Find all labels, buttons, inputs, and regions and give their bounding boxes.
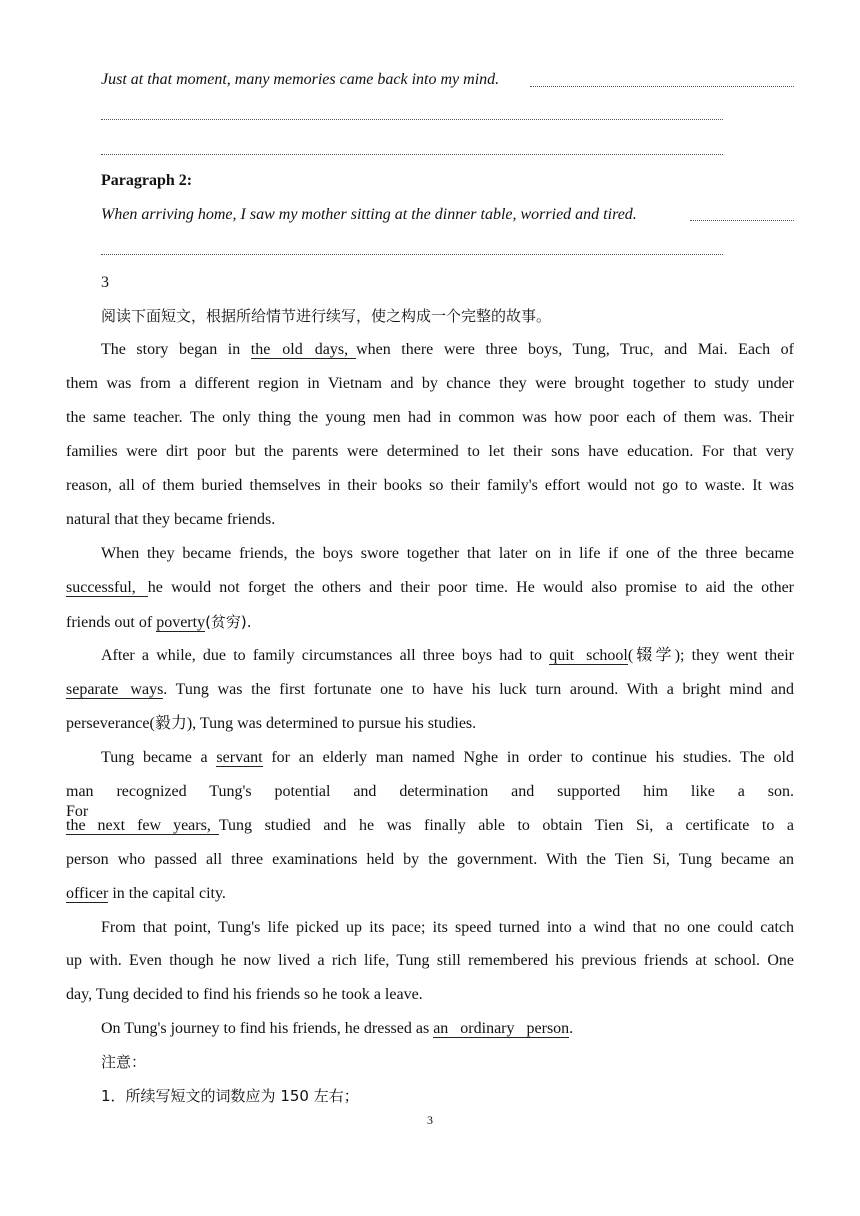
story-line: person who passed all three examinations held by the government. With the Tien Si, Tung became an [66,851,794,868]
story-line: officer in the capital city. [66,885,226,902]
story-line: friends out of poverty(贫穷). [66,613,252,631]
section-number: 3 [101,274,109,291]
underlined-phrase: successful, [66,579,148,596]
underlined-phrase: quit school [549,647,628,664]
page-number: 3 [427,1113,433,1127]
story-line: reason, all of them buried themselves in their books so their family's effort would not go to waste. It was [66,477,794,494]
paragraph-1-prompt: Just at that moment, many memories came back into my mind. [101,71,500,88]
story-line: day, Tung decided to find his friends so he took a leave. [66,986,423,1003]
story-line: man recognized Tung's potential and determination and supported him like a son. For [66,783,794,820]
underlined-phrase: servant [216,749,263,766]
note-item: 1．所续写短文的词数应为 150 左右； [101,1087,359,1105]
paragraph-2-prompt: When arriving home, I saw my mother sitting at the dinner table, worried and tired. [101,206,637,223]
writing-line[interactable] [101,154,723,155]
story-line: After a while, due to family circumstances all three boys had to quit school(辍学); they went their [101,647,794,664]
story-line: successful, he would not forget the others and their poor time. He would also promise to aid the other [66,579,794,596]
story-line: families were dirt poor but the parents were determined to let their sons have education. For that very [66,443,794,460]
underlined-phrase: the next few years, [66,817,219,834]
story-line: Tung became a servant for an elderly man named Nghe in order to continue his studies. The old [101,749,794,766]
story-line: When they became friends, the boys swore together that later on in life if one of the three became [101,545,794,562]
writing-line[interactable] [101,119,723,120]
underlined-phrase: the old days, [250,341,357,358]
story-line: them was from a different region in Vietnam and by chance they were brought together to study under [66,375,794,392]
underlined-phrase: separate ways [66,681,164,698]
writing-line[interactable] [101,254,723,255]
story-line: On Tung's journey to find his friends, he dressed as an ordinary person. [101,1020,574,1037]
story-line: the same teacher. The only thing the young men had in common was how poor each of them was. Their [66,409,794,426]
writing-line[interactable] [690,220,794,221]
story-line: separate ways. Tung was the first fortunate one to have his luck turn around. With a bright mind and [66,681,794,698]
paragraph-2-label: Paragraph 2: [101,172,193,189]
story-line: perseverance(毅力), Tung was determined to pursue his studies. [66,715,477,732]
story-line: up with. Even though he now lived a rich life, Tung still remembered his previous friends at school. One [66,952,794,969]
note-label: 注意： [101,1053,147,1071]
task-instruction: 阅读下面短文，根据所给情节进行续写，使之构成一个完整的故事。 [101,307,552,325]
story-line: the next few years, Tung studied and he was finally able to obtain Tien Si, a certificate to a [66,817,794,834]
underlined-phrase: officer [66,885,109,902]
story-line: From that point, Tung's life picked up its pace; its speed turned into a wind that no one could catch [101,919,794,936]
story-line: The story began in the old days, when there were three boys, Tung, Truc, and Mai. Each of [101,341,794,358]
story-line: natural that they became friends. [66,511,276,528]
underlined-phrase: an ordinary person [433,1020,570,1037]
underlined-phrase: poverty [156,614,206,631]
writing-line[interactable] [530,86,794,87]
